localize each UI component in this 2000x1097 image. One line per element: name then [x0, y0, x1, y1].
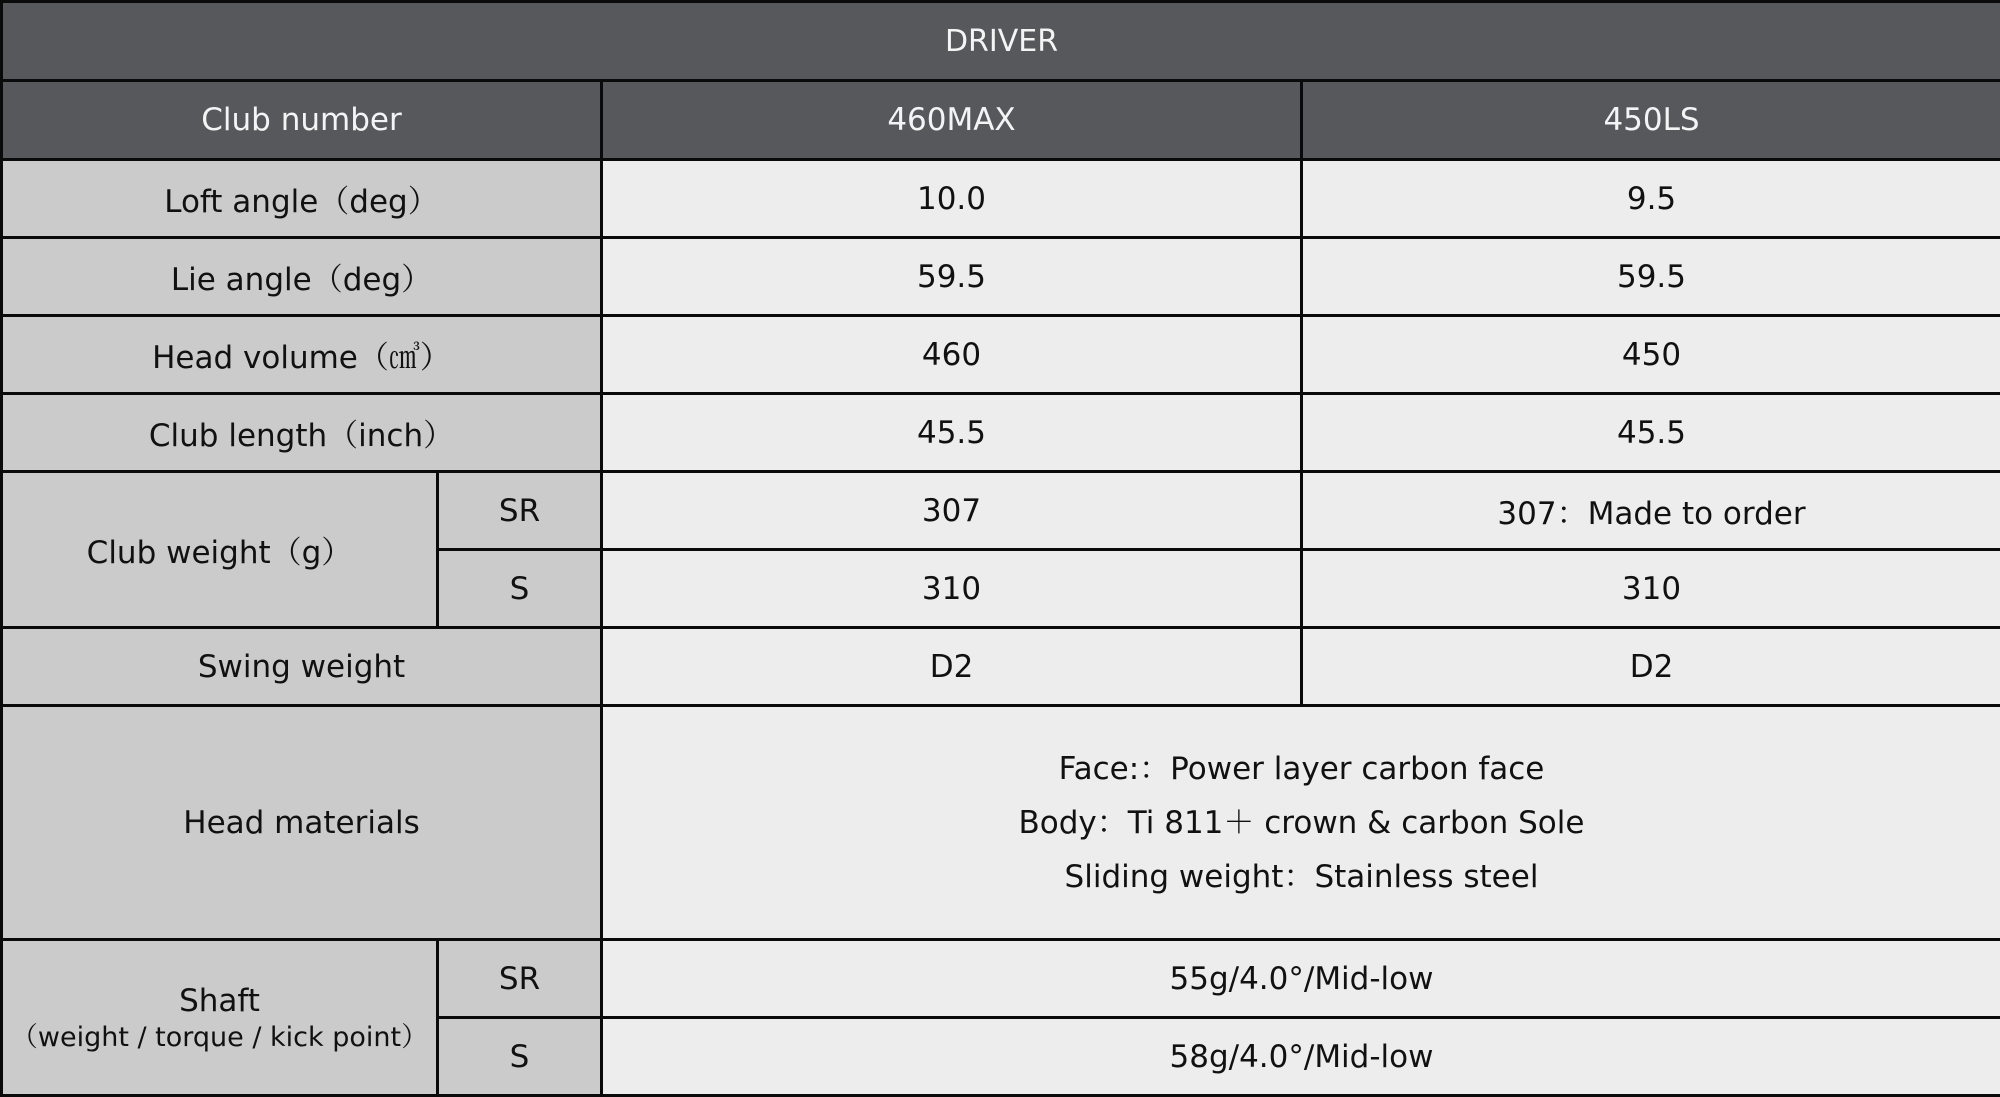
head-materials-value — [602, 706, 2000, 940]
club-length-450ls: 45.5 — [1302, 394, 2000, 472]
material-face: Face:：Power layer carbon face — [603, 742, 2000, 796]
loft-angle-450ls: 9.5 — [1302, 160, 2000, 238]
weight-sr-450ls: 307：Made to order — [1302, 472, 2000, 550]
table-row-volume — [2, 316, 2000, 394]
swing-weight-450ls: D2 — [1302, 628, 2000, 706]
shaft-sr-value: 55g/4.0°/Mid-low — [602, 940, 2000, 1018]
table-title: DRIVER — [2, 2, 2000, 81]
table-row-weight-sr — [2, 472, 2000, 550]
swing-weight-460max: D2 — [602, 628, 1302, 706]
table-row-materials — [2, 706, 2000, 940]
weight-s-450ls: 310 — [1302, 550, 2000, 628]
weight-flex-s: S — [438, 550, 602, 628]
shaft-title: Shaft — [3, 981, 436, 1021]
table-row-shaft-sr — [2, 940, 2000, 1018]
model-450ls-header: 450LS — [1302, 81, 2000, 160]
club-weight-label: Club weight（g） — [2, 472, 438, 628]
loft-angle-460max: 10.0 — [602, 160, 1302, 238]
material-body: Body：Ti 811＋ crown & carbon Sole — [603, 796, 2000, 850]
head-volume-label: Head volume（㎤） — [2, 316, 602, 394]
head-volume-460max: 460 — [602, 316, 1302, 394]
weight-s-460max: 310 — [602, 550, 1302, 628]
club-length-460max: 45.5 — [602, 394, 1302, 472]
table-row-lie — [2, 238, 2000, 316]
club-number-header: Club number — [2, 81, 602, 160]
table-row-length — [2, 394, 2000, 472]
swing-weight-label: Swing weight — [2, 628, 602, 706]
lie-angle-label: Lie angle（deg） — [2, 238, 602, 316]
head-volume-450ls: 450 — [1302, 316, 2000, 394]
weight-sr-460max: 307 — [602, 472, 1302, 550]
loft-angle-label: Loft angle（deg） — [2, 160, 602, 238]
lie-angle-460max: 59.5 — [602, 238, 1302, 316]
shaft-flex-sr: SR — [438, 940, 602, 1018]
table-row-swing — [2, 628, 2000, 706]
shaft-flex-s: S — [438, 1018, 602, 1096]
club-length-label: Club length（inch） — [2, 394, 602, 472]
shaft-subtitle: （weight / torque / kick point） — [3, 1021, 436, 1055]
model-460max-header: 460MAX — [602, 81, 1302, 160]
lie-angle-450ls: 59.5 — [1302, 238, 2000, 316]
shaft-label — [2, 940, 438, 1096]
shaft-s-value: 58g/4.0°/Mid-low — [602, 1018, 2000, 1096]
table-row-loft — [2, 160, 2000, 238]
weight-flex-sr: SR — [438, 472, 602, 550]
material-sliding-weight: Sliding weight：Stainless steel — [603, 850, 2000, 904]
head-materials-label: Head materials — [2, 706, 602, 940]
